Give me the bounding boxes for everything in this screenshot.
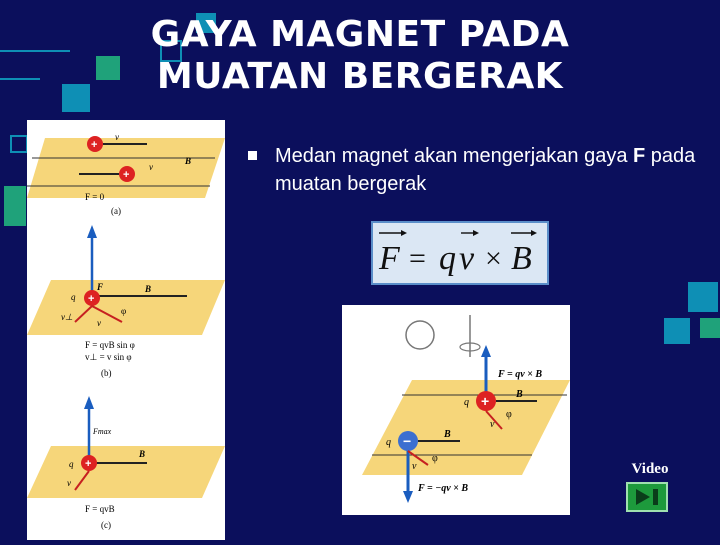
label-force-bottom: F = −qv × B: [418, 483, 469, 494]
svg-text:+: +: [85, 458, 92, 470]
label-B: B: [145, 284, 152, 294]
svg-text:+: +: [88, 293, 95, 305]
svg-text:+: +: [91, 139, 98, 151]
equation: F = 0: [85, 192, 105, 202]
formula-box: [371, 221, 549, 285]
formula-q: q: [439, 240, 456, 277]
equation: F = qvB sin φ: [85, 340, 135, 350]
svg-text:+: +: [481, 393, 490, 409]
left-figure-svg: [27, 120, 225, 540]
label-v: v: [149, 162, 153, 172]
deco-square: [664, 318, 690, 344]
left-figure: [27, 120, 225, 540]
bullet-text-part1: Medan magnet akan mengerjakan gaya: [275, 145, 634, 167]
video-button[interactable]: [626, 482, 668, 512]
plate: [362, 380, 570, 475]
label-q: q: [69, 459, 74, 469]
deco-square: [700, 318, 720, 338]
play-pause-icon: [628, 484, 666, 510]
equation: F = qvB: [85, 504, 115, 514]
label-B: B: [139, 449, 146, 459]
label-F: F: [97, 282, 104, 292]
label-phi: φ: [121, 306, 127, 316]
bullet-text-bold: F: [633, 145, 646, 167]
label-v: v: [490, 419, 495, 430]
label-Fmax: Fmax: [93, 427, 112, 436]
formula-times: ×: [485, 242, 502, 275]
title-line-2: MUATAN BERGERAK: [156, 56, 564, 97]
equation: v⊥ = v sin φ: [85, 352, 132, 362]
svg-text:+: +: [123, 169, 130, 181]
caption: (b): [101, 368, 112, 378]
label-v-perp: v⊥: [61, 312, 73, 322]
label-B: B: [516, 389, 523, 400]
label-v: v: [115, 132, 119, 142]
right-figure-svg: [342, 305, 570, 515]
bullet-text: [275, 142, 705, 198]
right-figure: [342, 305, 570, 515]
label-v: v: [412, 461, 417, 472]
formula-v: v: [459, 240, 475, 277]
label-phi: φ: [506, 409, 512, 420]
formula-F: F: [379, 240, 400, 277]
formula-B: B: [511, 240, 532, 277]
label-force-top: F = qv × B: [498, 369, 542, 380]
page-title: [0, 14, 720, 98]
label-q: q: [386, 437, 391, 448]
svg-text:−: −: [403, 433, 412, 449]
deco-square: [688, 282, 718, 312]
deco-square: [4, 186, 26, 226]
square-bullet-icon: [248, 151, 257, 160]
label-v: v: [97, 318, 101, 328]
label-phi: φ: [432, 453, 438, 464]
label-q: q: [464, 397, 469, 408]
label-q: q: [71, 292, 76, 302]
caption: (c): [101, 520, 111, 530]
formula-svg: [373, 223, 547, 283]
hand-icon: [406, 321, 434, 349]
label-B: B: [444, 429, 451, 440]
deco-square: [10, 135, 28, 153]
caption: (a): [111, 206, 121, 216]
plate-c: [27, 446, 225, 498]
video-label: Video: [631, 461, 669, 477]
formula-equals: =: [409, 242, 426, 275]
label-B: B: [185, 156, 192, 166]
label-v: v: [67, 478, 71, 488]
bullet-text-part2: pada muatan bergerak: [275, 145, 696, 195]
title-line-1: GAYA MAGNET PADA: [150, 14, 570, 55]
